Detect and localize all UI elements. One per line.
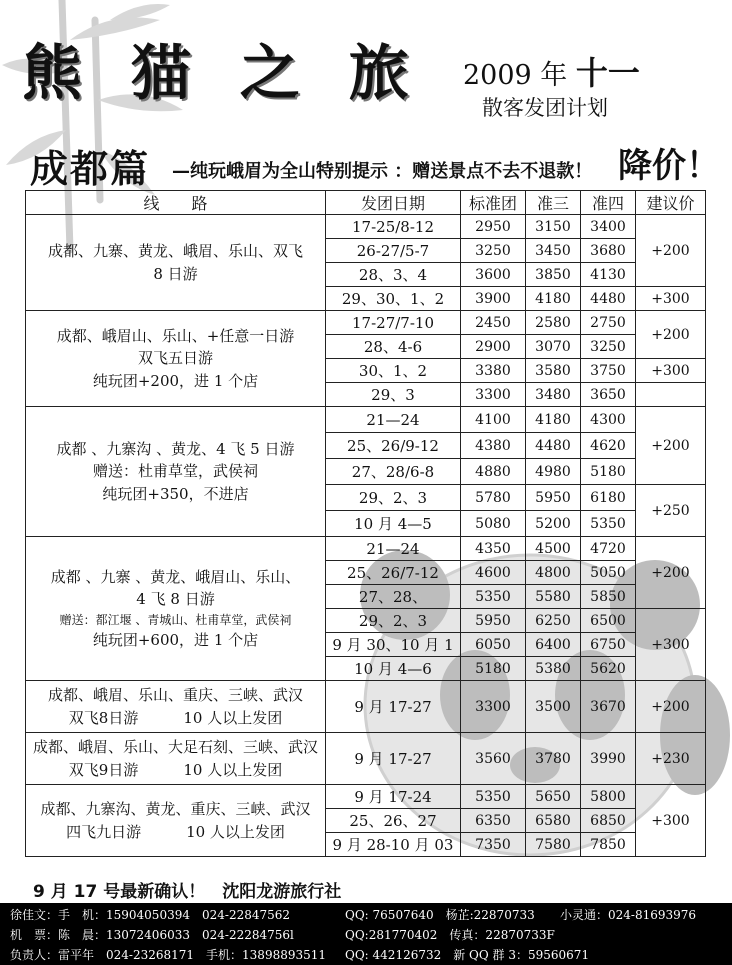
suggested-price-cell: +300	[636, 785, 706, 857]
table-row	[26, 681, 706, 733]
route-line: 双飞五日游	[137, 349, 213, 368]
date-cell: 29、30、1、2	[326, 287, 461, 311]
z3-price-cell: 6250	[526, 609, 581, 633]
standard-price-cell: 3380	[461, 359, 526, 383]
z4-price-cell: 6180	[581, 485, 636, 511]
date-cell: 30、1、2	[326, 359, 461, 383]
table-row	[26, 537, 706, 561]
date-cell: 25、26/9-12	[326, 433, 461, 459]
contact-row	[0, 903, 732, 923]
contact-text: 小灵通：024-81693976	[560, 908, 697, 922]
table-row	[26, 215, 706, 239]
standard-price-cell: 5350	[461, 585, 526, 609]
route-line: 赠送：都江堰 、青城山、杜甫草堂，武侯祠	[59, 612, 292, 627]
date-cell: 26-27/5-7	[326, 239, 461, 263]
z4-price-cell: 4300	[581, 407, 636, 433]
date-cell: 10 月 4—6	[326, 657, 461, 681]
z3-price-cell: 3850	[526, 263, 581, 287]
route-line: 4 飞 8 日游	[136, 590, 215, 609]
route-cell	[26, 215, 326, 311]
brand-title: 熊 猫 之 旅	[22, 39, 423, 109]
z3-price-cell: 3480	[526, 383, 581, 407]
route-line: 成都 、九寨 、黄龙、峨眉山、乐山、	[50, 567, 301, 586]
standard-price-cell: 3560	[461, 733, 526, 785]
z3-price-cell: 7580	[526, 833, 581, 857]
date-cell: 21—24	[326, 537, 461, 561]
route-line: 成都 、九寨沟 、黄龙、4 飞 5 日游	[56, 439, 295, 458]
route-line: 成都、九寨、黄龙、峨眉、乐山、双飞	[47, 242, 303, 260]
date-cell: 9 月 17-27	[326, 681, 461, 733]
z3-price-cell: 5650	[526, 785, 581, 809]
standard-price-cell: 2450	[461, 311, 526, 335]
suggested-price-cell: +300	[636, 359, 706, 383]
date-cell: 25、26、27	[326, 809, 461, 833]
contact-text: QQ:281770402 传真：22870733F	[345, 928, 555, 942]
standard-price-cell: 3250	[461, 239, 526, 263]
date-cell: 10 月 4—5	[326, 511, 461, 537]
z4-price-cell: 7850	[581, 833, 636, 857]
standard-price-cell: 5080	[461, 511, 526, 537]
z4-price-cell: 4620	[581, 433, 636, 459]
header-z3: 准三	[526, 191, 581, 215]
z3-price-cell: 4980	[526, 459, 581, 485]
date-cell: 9 月 28-10 月 03	[326, 833, 461, 857]
contact-text: QQ: 442126732 新 QQ 群 3：59560671	[345, 948, 590, 962]
date-cell: 29、2、3	[326, 609, 461, 633]
date-cell: 29、2、3	[326, 485, 461, 511]
z3-price-cell: 3450	[526, 239, 581, 263]
z4-price-cell: 5180	[581, 459, 636, 485]
table-row	[26, 311, 706, 335]
route-line: 成都、峨眉、乐山、重庆、三峡、武汉	[47, 686, 303, 704]
z3-price-cell: 3070	[526, 335, 581, 359]
z4-price-cell: 3990	[581, 733, 636, 785]
z4-price-cell: 5350	[581, 511, 636, 537]
z4-price-cell: 6750	[581, 633, 636, 657]
z3-price-cell: 3150	[526, 215, 581, 239]
route-line: 纯玩团+350，不进店	[102, 484, 249, 503]
standard-price-cell: 4600	[461, 561, 526, 585]
table-row	[26, 407, 706, 433]
date-cell: 17-25/8-12	[326, 215, 461, 239]
date-cell: 25、26/7-12	[326, 561, 461, 585]
standard-price-cell: 3300	[461, 383, 526, 407]
contact-footer	[0, 903, 732, 965]
z4-price-cell: 5800	[581, 785, 636, 809]
confirmation-line: 9 月 17 号最新确认！ 沈阳龙游旅行社	[33, 882, 342, 902]
z3-price-cell: 4800	[526, 561, 581, 585]
suggested-price-cell: +200	[636, 407, 706, 485]
z4-price-cell: 3670	[581, 681, 636, 733]
route-cell	[26, 681, 326, 733]
contact-text: QQ: 76507640 杨芷:22870733	[345, 908, 535, 922]
z3-price-cell: 6580	[526, 809, 581, 833]
route-cell	[26, 733, 326, 785]
route-line: 纯玩团+600，进 1 个店	[92, 630, 259, 649]
contact-text: 机 票：陈 晨：13072406033 024-22284756l	[10, 928, 294, 942]
route-cell	[26, 311, 326, 407]
contact-row	[0, 923, 732, 943]
route-line: 赠送：杜甫草堂，武侯祠	[92, 462, 258, 481]
tour-table-body	[26, 215, 706, 857]
standard-price-cell: 4100	[461, 407, 526, 433]
z4-price-cell: 3750	[581, 359, 636, 383]
standard-price-cell: 6350	[461, 809, 526, 833]
z4-price-cell: 6850	[581, 809, 636, 833]
year-text: 2009 年	[463, 60, 568, 91]
suggested-price-cell: +200	[636, 537, 706, 609]
date-cell: 9 月 17-24	[326, 785, 461, 809]
route-line: 成都、峨眉、乐山、大足石刻、三峡、武汉	[32, 738, 318, 756]
z3-price-cell: 5580	[526, 585, 581, 609]
standard-price-cell: 3900	[461, 287, 526, 311]
standard-price-cell: 5950	[461, 609, 526, 633]
standard-price-cell: 3600	[461, 263, 526, 287]
route-cell	[26, 537, 326, 681]
table-header-row	[26, 191, 706, 215]
standard-price-cell: 5180	[461, 657, 526, 681]
standard-price-cell: 5350	[461, 785, 526, 809]
route-line: 双飞8日游 10 人以上发团	[68, 708, 283, 727]
suggested-price-cell: +230	[636, 733, 706, 785]
route-cell	[26, 407, 326, 537]
header-date: 发团日期	[326, 191, 461, 215]
z4-price-cell: 4480	[581, 287, 636, 311]
z4-price-cell: 5050	[581, 561, 636, 585]
z4-price-cell: 3250	[581, 335, 636, 359]
month-text: 十一	[575, 54, 640, 92]
date-cell: 21—24	[326, 407, 461, 433]
plan-title: 散客发团计划	[482, 96, 608, 120]
z3-price-cell: 5950	[526, 485, 581, 511]
z4-price-cell: 3650	[581, 383, 636, 407]
z4-price-cell: 2750	[581, 311, 636, 335]
z4-price-cell: 4720	[581, 537, 636, 561]
standard-price-cell: 4380	[461, 433, 526, 459]
date-cell: 28、3、4	[326, 263, 461, 287]
z4-price-cell: 3400	[581, 215, 636, 239]
suggested-price-cell: +200	[636, 681, 706, 733]
standard-price-cell: 3300	[461, 681, 526, 733]
suggested-price-cell	[636, 383, 706, 407]
header-suggested-price: 建议价	[636, 191, 706, 215]
date-cell: 17-27/7-10	[326, 311, 461, 335]
standard-price-cell: 2900	[461, 335, 526, 359]
discount-badge: 降价！	[618, 146, 720, 186]
table-row	[26, 733, 706, 785]
suggested-price-cell: +250	[636, 485, 706, 537]
z3-price-cell: 5200	[526, 511, 581, 537]
standard-price-cell: 4350	[461, 537, 526, 561]
z3-price-cell: 4180	[526, 287, 581, 311]
table-row	[26, 785, 706, 809]
z3-price-cell: 6400	[526, 633, 581, 657]
header-z4: 准四	[581, 191, 636, 215]
z3-price-cell: 5380	[526, 657, 581, 681]
date-cell: 28、4-6	[326, 335, 461, 359]
z4-price-cell: 3680	[581, 239, 636, 263]
contact-row	[0, 943, 732, 963]
route-line: 四飞九日游 10 人以上发团	[66, 822, 285, 841]
route-line: 成都、九寨沟、黄龙、重庆、三峡、武汉	[40, 800, 311, 818]
z3-price-cell: 2580	[526, 311, 581, 335]
date-cell: 27、28、	[326, 585, 461, 609]
standard-price-cell: 7350	[461, 833, 526, 857]
contact-text: 负责人：雷平年 024-23268171 手机：13898893511	[10, 948, 327, 962]
section-title: 成都篇	[30, 147, 151, 191]
header-route: 线 路	[26, 191, 326, 215]
date-cell: 27、28/6-8	[326, 459, 461, 485]
route-line: 纯玩团+200，进 1 个店	[92, 371, 259, 390]
year-label	[463, 48, 640, 94]
z4-price-cell: 6500	[581, 609, 636, 633]
standard-price-cell: 2950	[461, 215, 526, 239]
z3-price-cell: 4480	[526, 433, 581, 459]
route-cell	[26, 785, 326, 857]
standard-price-cell: 5780	[461, 485, 526, 511]
standard-price-cell: 4880	[461, 459, 526, 485]
suggested-price-cell: +300	[636, 609, 706, 681]
z3-price-cell: 3580	[526, 359, 581, 383]
z3-price-cell: 4180	[526, 407, 581, 433]
z3-price-cell: 3780	[526, 733, 581, 785]
suggested-price-cell: +200	[636, 215, 706, 287]
z3-price-cell: 4500	[526, 537, 581, 561]
date-cell: 9 月 17-27	[326, 733, 461, 785]
z4-price-cell: 5620	[581, 657, 636, 681]
route-line: 双飞9日游 10 人以上发团	[68, 760, 283, 779]
header-standard: 标准团	[461, 191, 526, 215]
notice-text: —纯玩峨眉为全山特别提示 ：赠送景点不去不退款！	[172, 161, 593, 182]
z3-price-cell: 3500	[526, 681, 581, 733]
route-line: 8 日游	[153, 264, 198, 283]
standard-price-cell: 6050	[461, 633, 526, 657]
tour-price-table	[25, 190, 706, 857]
route-line: 成都、峨眉山、乐山、+任意一日游	[56, 326, 295, 345]
z4-price-cell: 5850	[581, 585, 636, 609]
suggested-price-cell: +200	[636, 311, 706, 359]
date-cell: 29、3	[326, 383, 461, 407]
contact-text: 徐佳文：手 机：15904050394 024-22847562	[10, 908, 291, 922]
z4-price-cell: 4130	[581, 263, 636, 287]
suggested-price-cell: +300	[636, 287, 706, 311]
date-cell: 9 月 30、10 月 1	[326, 633, 461, 657]
